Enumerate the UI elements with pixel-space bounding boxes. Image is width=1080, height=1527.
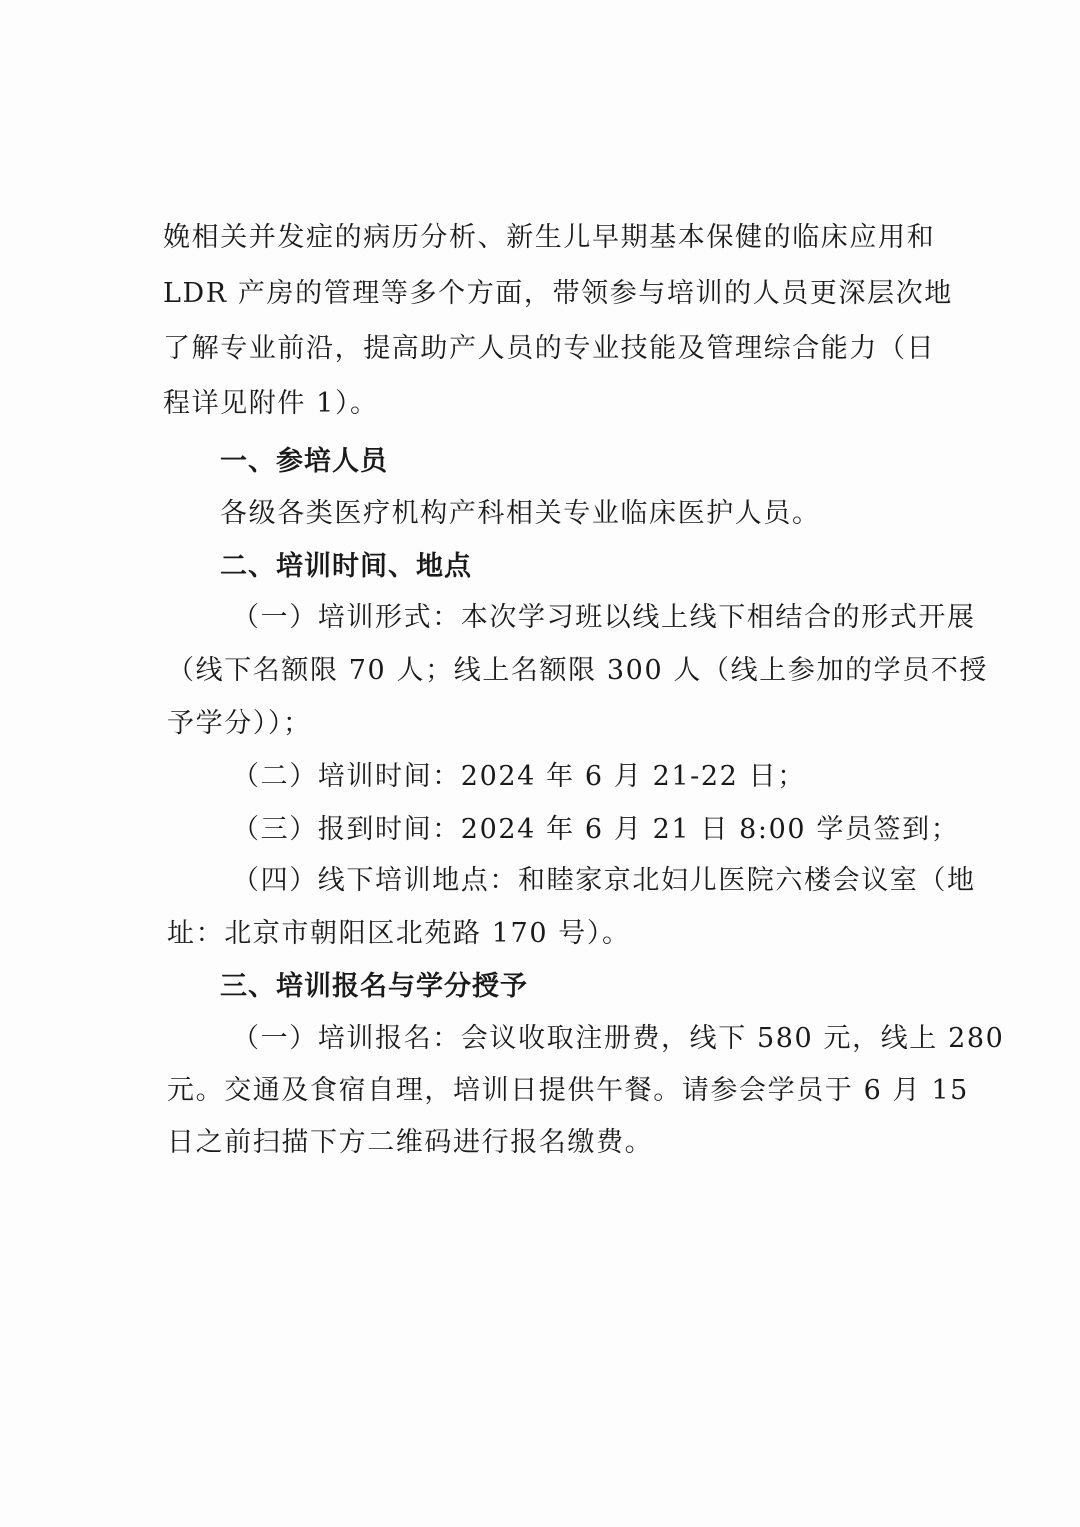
intro-line-3: 了解专业前沿，提高助产人员的专业技能及管理综合能力（日	[163, 333, 936, 364]
section-3-item-1-line-2: 元。交通及食宿自理，培训日提供午餐。请参会学员于 6 月 15	[167, 1075, 969, 1106]
section-2-item-1-line-1: （一）培训形式：本次学习班以线上线下相结合的形式开展	[232, 602, 976, 633]
section-3-heading: 三、培训报名与学分授予	[220, 971, 528, 1002]
intro-line-4: 程详见附件 1）。	[163, 388, 379, 419]
intro-line-1: 娩相关并发症的病历分析、新生儿早期基本保健的临床应用和	[163, 222, 936, 253]
section-1-text: 各级各类医疗机构产科相关专业临床医护人员。	[220, 498, 821, 529]
intro-line-2: LDR 产房的管理等多个方面，带领参与培训的人员更深层次地	[163, 278, 953, 309]
section-2-item-3: （三）报到时间：2024 年 6 月 21 日 8:00 学员签到；	[232, 814, 960, 845]
section-2-item-1-line-2: （线下名额限 70 人；线上名额限 300 人（线上参加的学员不授	[167, 655, 989, 686]
section-2-item-4-line-2: 址：北京市朝阳区北苑路 170 号）。	[167, 918, 631, 949]
section-2-item-2: （二）培训时间：2024 年 6 月 21-22 日；	[232, 761, 806, 792]
section-2-item-4-line-1: （四）线下培训地点：和睦家京北妇儿医院六楼会议室（地	[232, 865, 976, 896]
section-3-item-1-line-1: （一）培训报名：会议收取注册费，线下 580 元，线上 280	[232, 1023, 1005, 1054]
section-3-item-1-line-3: 日之前扫描下方二维码进行报名缴费。	[167, 1127, 654, 1158]
section-1-heading: 一、参培人员	[220, 446, 388, 477]
section-2-item-1-line-3: 予学分））；	[167, 708, 312, 739]
section-2-heading: 二、培训时间、地点	[220, 551, 472, 582]
